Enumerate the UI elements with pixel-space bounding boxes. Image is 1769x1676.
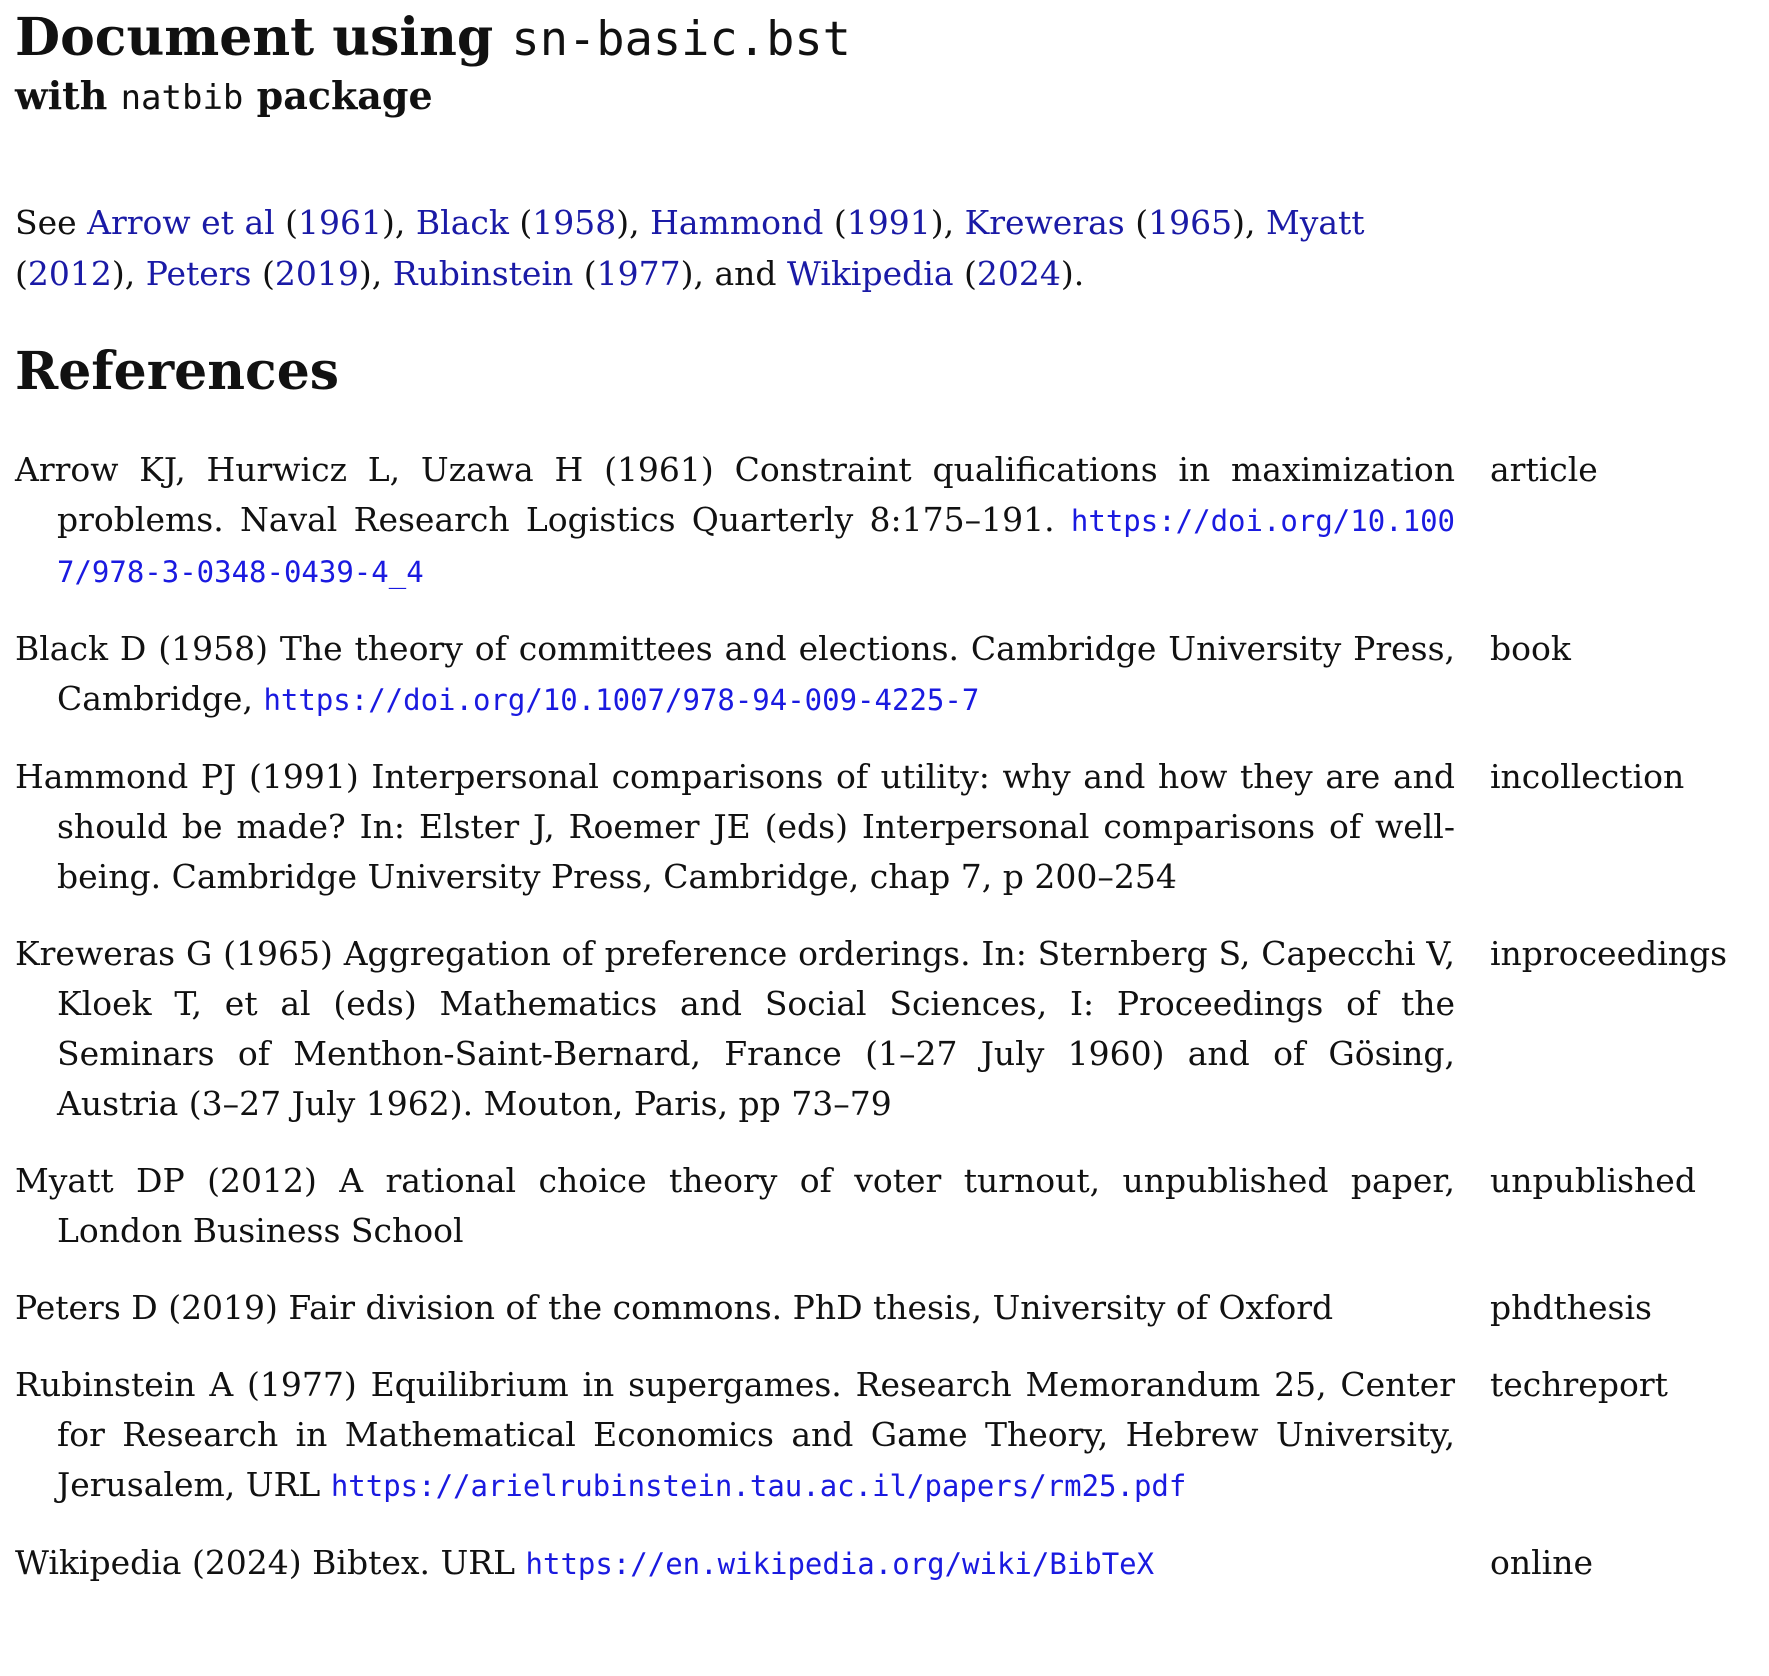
subtitle-suffix: package — [256, 73, 433, 118]
citation-year-link[interactable]: 1977 — [596, 254, 681, 293]
reference-body: Black D (1958) The theory of committees and elections. Cambridge University Press, Cambridge, — [15, 629, 1455, 718]
reference-type-label: unpublished — [1490, 1161, 1696, 1200]
references-heading: References — [15, 341, 340, 402]
reference-text — [15, 752, 1455, 902]
reference-item — [15, 929, 1755, 1129]
reference-url-link[interactable]: https://en.wikipedia.org/wiki/BibTeX — [525, 1547, 1155, 1581]
reference-item — [15, 624, 1755, 725]
reference-item — [15, 1360, 1755, 1511]
reference-url-link[interactable]: https://doi.org/10.1007/978-3-0348-0439-4_4 — [57, 504, 1456, 589]
reference-text — [15, 445, 1455, 597]
reference-item — [15, 752, 1755, 902]
citation-link[interactable]: Peters — [145, 254, 252, 293]
reference-type-label: article — [1490, 450, 1598, 489]
reference-type-label: online — [1490, 1543, 1594, 1582]
title-file: sn-basic.bst — [511, 12, 851, 67]
reference-text — [15, 929, 1455, 1129]
citation-link[interactable]: Rubinstein — [392, 254, 574, 293]
reference-item — [15, 1283, 1755, 1333]
reference-text — [15, 1156, 1455, 1256]
reference-text — [15, 1283, 1455, 1333]
reference-body: Hammond PJ (1991) Interpersonal comparisons of utility: why and how they are and should be made? In: Elster J, Roemer JE (eds) Interpersonal comparisons of well-being. Cambridge University Press, Cambridge, chap 7, p 200–254 — [15, 757, 1455, 896]
subtitle-prefix: with — [15, 73, 108, 118]
reference-item — [15, 1156, 1755, 1256]
reference-item — [15, 445, 1755, 597]
reference-url-link[interactable]: https://doi.org/10.1007/978-94-009-4225-7 — [263, 683, 980, 717]
page-title — [15, 6, 851, 72]
reference-body: Wikipedia (2024) Bibtex. URL — [15, 1543, 516, 1582]
citation-year-link[interactable]: 2024 — [976, 254, 1061, 293]
citation-year-link[interactable]: 1958 — [532, 203, 617, 242]
reference-type-label: inproceedings — [1490, 934, 1728, 973]
citation-year-link[interactable]: 1961 — [298, 203, 383, 242]
citation-link[interactable]: Arrow et al — [87, 203, 275, 242]
citation-year-link[interactable]: 2019 — [274, 254, 359, 293]
citation-year-link[interactable]: 1965 — [1148, 203, 1233, 242]
citation-link[interactable]: Black — [415, 203, 509, 242]
reference-text — [15, 624, 1455, 725]
intro-paragraph: See Arrow et al (1961), Black (1958), Hammond (1991), Kreweras (1965), Myatt (2012), Peters (2019), Rubinstein (1977), and Wikipedia (2024). — [15, 203, 1365, 293]
reference-text — [15, 1538, 1455, 1589]
reference-text — [15, 1360, 1455, 1511]
reference-type-label: incollection — [1490, 757, 1685, 796]
reference-url-link[interactable]: https://arielrubinstein.tau.ac.il/papers/rm25.pdf — [330, 1469, 1187, 1503]
citation-link[interactable]: Wikipedia — [787, 254, 954, 293]
page-subtitle — [15, 66, 433, 128]
reference-type-label: book — [1490, 629, 1571, 668]
intro-lead: See — [15, 203, 77, 242]
reference-body: Myatt DP (2012) A rational choice theory of voter turnout, unpublished paper, London Business School — [15, 1161, 1455, 1250]
citation-link[interactable]: Hammond — [650, 203, 824, 242]
title-prefix: Document using — [15, 7, 494, 68]
reference-body: Rubinstein A (1977) Equilibrium in supergames. Research Memorandum 25, Center for Research in Mathematical Economics and Game Theory, Hebrew University, Jerusalem, URL — [15, 1365, 1455, 1504]
subtitle-package: natbib — [120, 78, 244, 118]
citation-link[interactable]: Myatt — [1265, 203, 1365, 242]
reference-type-label: techreport — [1490, 1365, 1668, 1404]
reference-body: Kreweras G (1965) Aggregation of preference orderings. In: Sternberg S, Capecchi V, Kloek T, et al (eds) Mathematics and Social Sciences, I: Proceedings of the Seminars of Menthon-Saint-Bernard, France (1–27 July 1960) and of Gösing, Austria (3–27 July 1962). Mouton, Paris, pp 73–79 — [15, 934, 1455, 1123]
citation-link[interactable]: Kreweras — [964, 203, 1125, 242]
reference-body: Peters D (2019) Fair division of the commons. PhD thesis, University of Oxford — [15, 1288, 1334, 1327]
reference-body: Arrow KJ, Hurwicz L, Uzawa H (1961) Constraint qualifications in maximization problems. Naval Research Logistics Quarterly 8:175–191. — [15, 450, 1455, 539]
citation-year-link[interactable]: 2012 — [27, 254, 112, 293]
reference-type-label: phdthesis — [1490, 1288, 1652, 1327]
reference-item — [15, 1538, 1755, 1589]
references-list — [15, 445, 1755, 1616]
citation-year-link[interactable]: 1991 — [846, 203, 931, 242]
